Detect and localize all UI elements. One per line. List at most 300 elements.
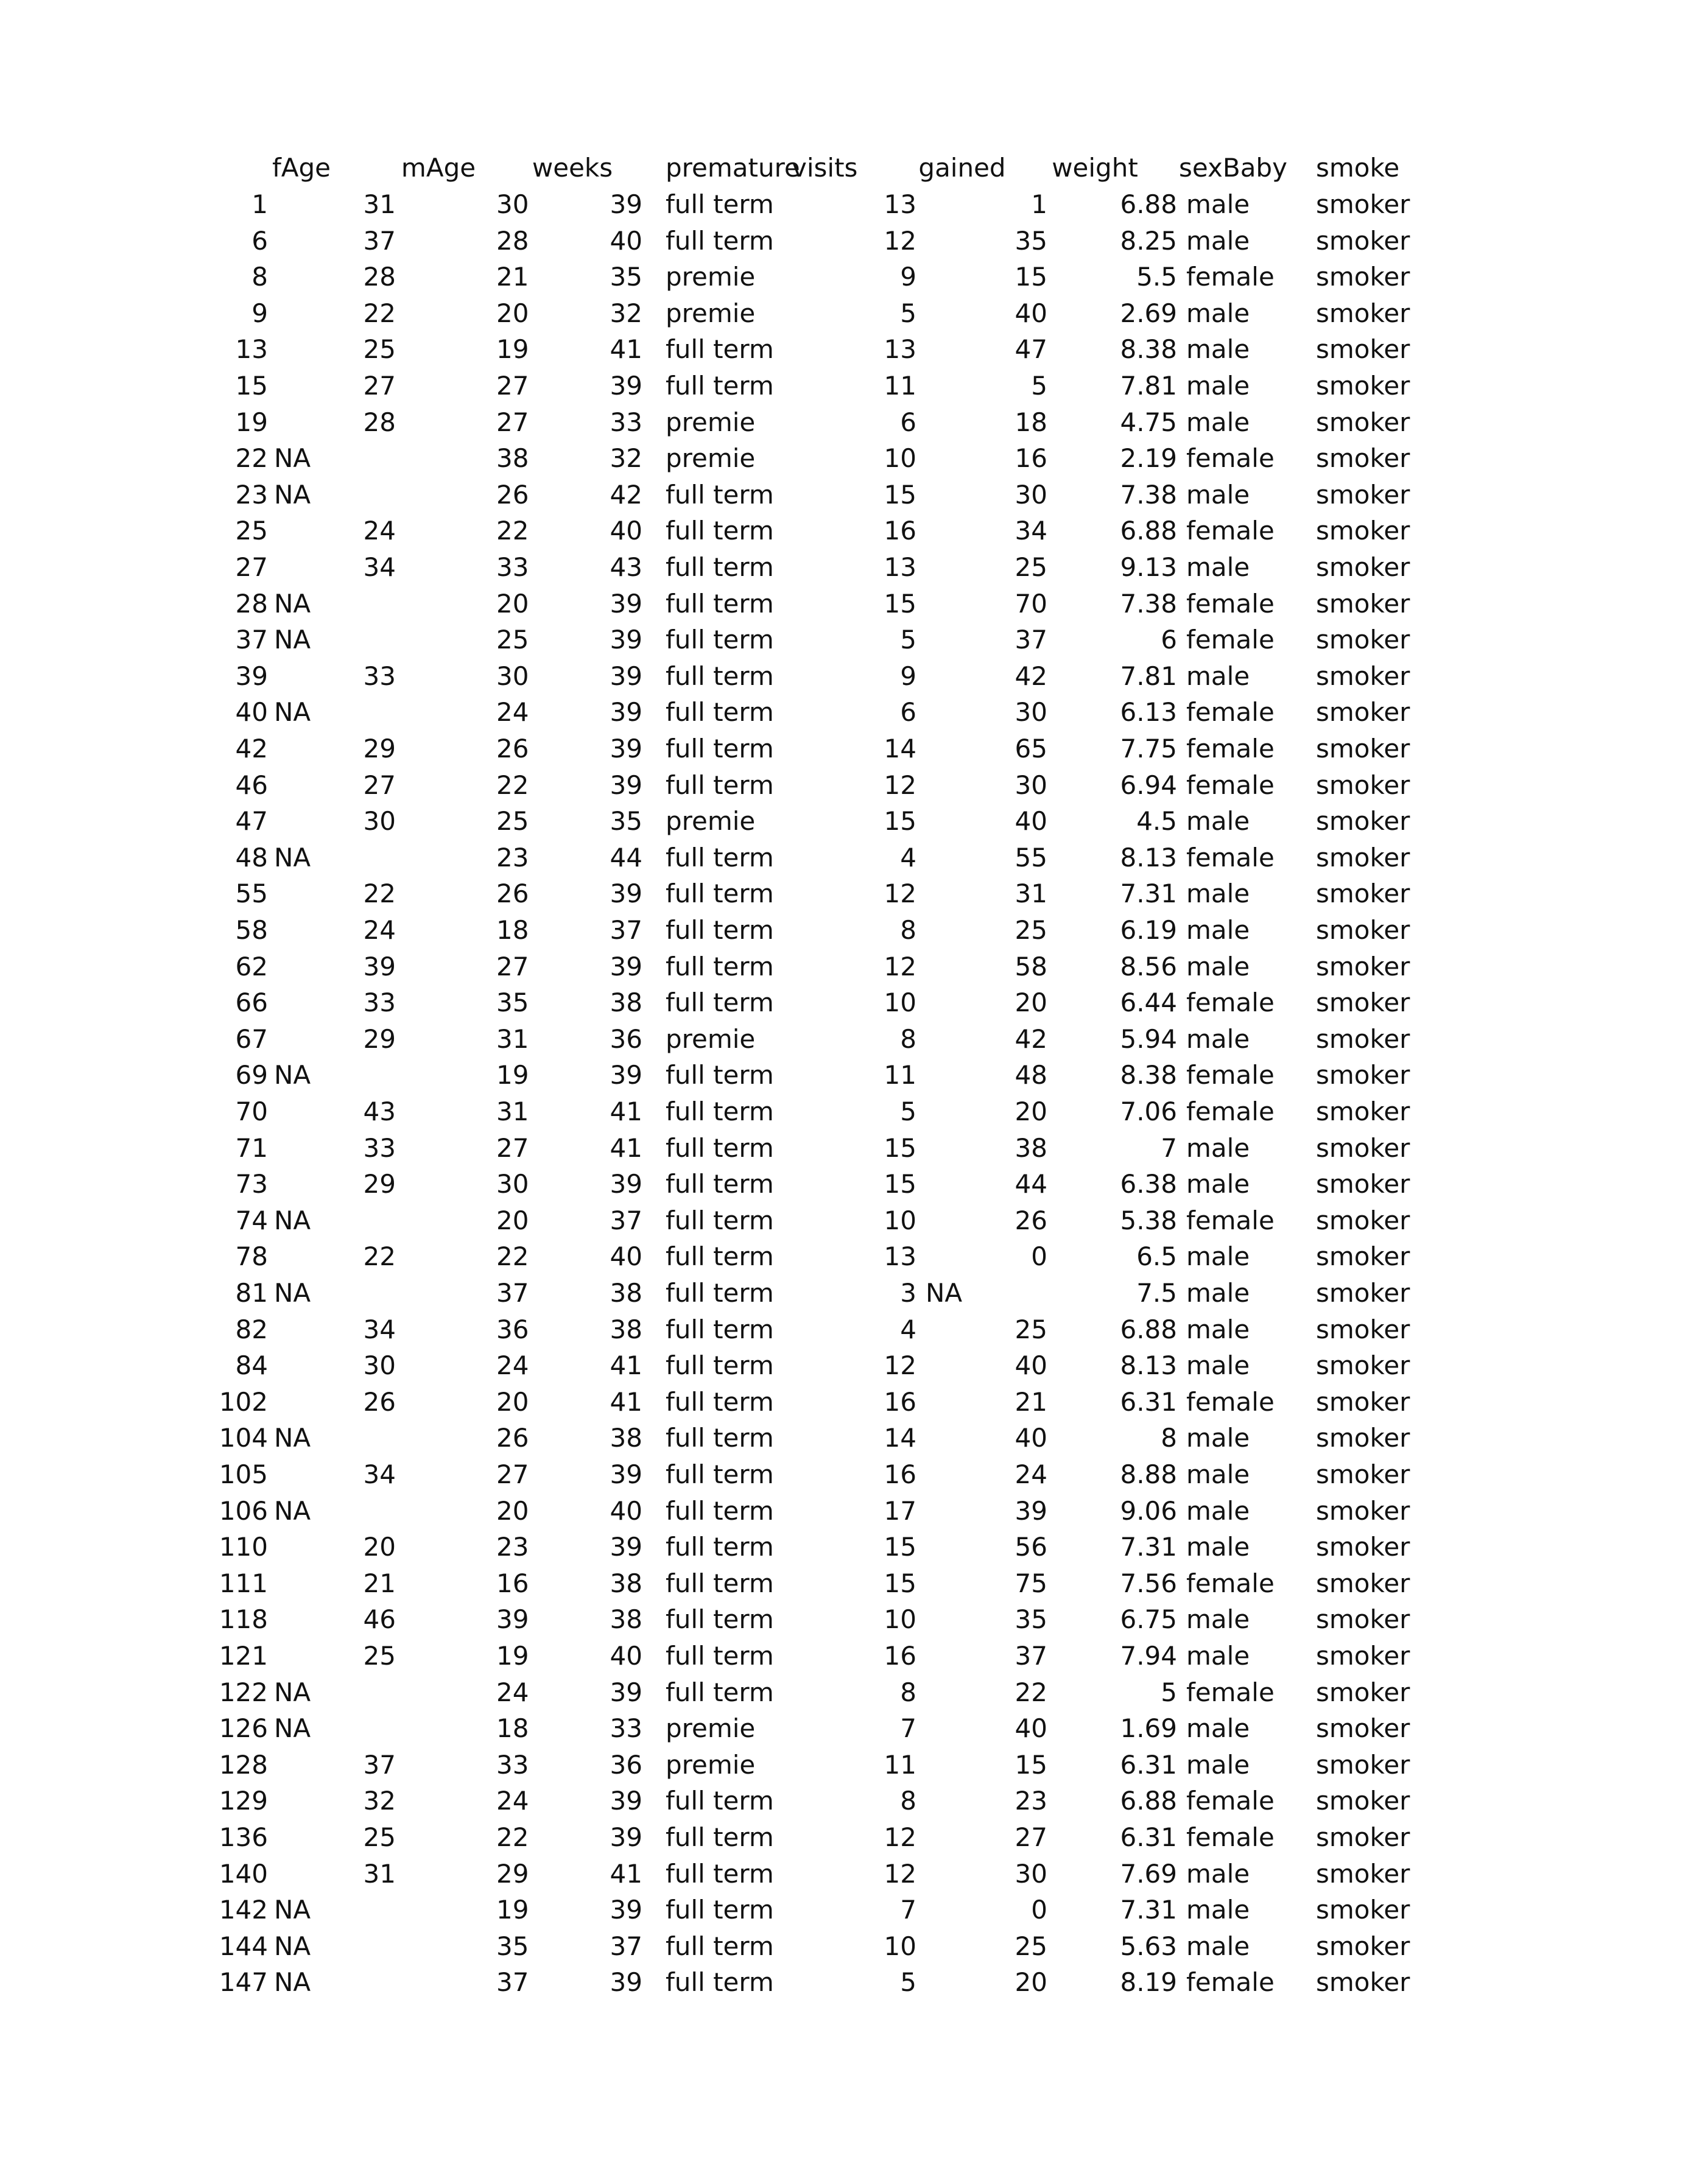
cell-premature: full term xyxy=(666,1604,774,1635)
cell-gained: 27 xyxy=(1015,1822,1047,1852)
table-row xyxy=(0,840,1688,876)
cell-smoke: smoker xyxy=(1316,734,1410,764)
table-row xyxy=(0,876,1688,912)
cell-weeks: 39 xyxy=(610,1532,642,1562)
cell-gained: 40 xyxy=(1015,806,1047,837)
cell-row-number: 9 xyxy=(251,298,268,328)
cell-sexBaby: male xyxy=(1186,1024,1250,1054)
table-row xyxy=(0,1021,1688,1058)
cell-row-number: 37 xyxy=(235,625,268,655)
cell-weeks: 41 xyxy=(610,334,642,365)
cell-premature: full term xyxy=(666,1423,774,1453)
cell-visits: 7 xyxy=(900,1895,916,1925)
header-fAge: fAge xyxy=(272,153,331,183)
cell-fAge: 29 xyxy=(363,1169,396,1199)
cell-weeks: 39 xyxy=(610,879,642,909)
cell-premature: full term xyxy=(666,334,774,365)
cell-weight: 6.88 xyxy=(1120,1314,1177,1344)
cell-fAge: NA xyxy=(274,1060,311,1090)
cell-weeks: 40 xyxy=(610,516,642,546)
cell-sexBaby: male xyxy=(1186,1459,1250,1489)
cell-gained: 70 xyxy=(1015,588,1047,619)
cell-weeks: 39 xyxy=(610,371,642,401)
cell-weeks: 43 xyxy=(610,552,642,582)
cell-fAge: 28 xyxy=(363,262,396,292)
cell-weeks: 39 xyxy=(610,734,642,764)
cell-mAge: 37 xyxy=(496,1278,529,1308)
cell-gained: 30 xyxy=(1015,770,1047,800)
cell-row-number: 118 xyxy=(219,1604,268,1635)
cell-visits: 12 xyxy=(884,951,916,981)
cell-weight: 1.69 xyxy=(1120,1713,1177,1744)
cell-smoke: smoker xyxy=(1316,298,1410,328)
cell-weeks: 40 xyxy=(610,1241,642,1272)
cell-sexBaby: female xyxy=(1186,1967,1275,1998)
cell-weeks: 37 xyxy=(610,1931,642,1961)
cell-weeks: 39 xyxy=(610,189,642,219)
cell-smoke: smoker xyxy=(1316,1314,1410,1344)
cell-weight: 5.38 xyxy=(1120,1205,1177,1235)
cell-visits: 13 xyxy=(884,1241,916,1272)
cell-visits: 11 xyxy=(884,1060,916,1090)
cell-weight: 9.13 xyxy=(1120,552,1177,582)
cell-mAge: 25 xyxy=(496,625,529,655)
cell-sexBaby: male xyxy=(1186,334,1250,365)
cell-visits: 12 xyxy=(884,879,916,909)
cell-weight: 5 xyxy=(1161,1677,1177,1707)
cell-gained: 21 xyxy=(1015,1386,1047,1417)
cell-row-number: 82 xyxy=(235,1314,268,1344)
cell-row-number: 73 xyxy=(235,1169,268,1199)
header-weight: weight xyxy=(1052,153,1138,183)
cell-sexBaby: male xyxy=(1186,661,1250,691)
cell-row-number: 111 xyxy=(219,1568,268,1598)
cell-premature: full term xyxy=(666,1278,774,1308)
cell-gained: 20 xyxy=(1015,1097,1047,1126)
cell-fAge: 22 xyxy=(363,879,396,909)
cell-premature: full term xyxy=(666,625,774,655)
cell-gained: 30 xyxy=(1015,1858,1047,1889)
table-row xyxy=(0,949,1688,985)
cell-row-number: 122 xyxy=(219,1677,268,1707)
table-row xyxy=(0,658,1688,695)
cell-mAge: 25 xyxy=(496,806,529,837)
cell-gained: 15 xyxy=(1015,1749,1047,1780)
cell-smoke: smoker xyxy=(1316,1931,1410,1961)
cell-sexBaby: female xyxy=(1186,734,1275,764)
cell-gained: 37 xyxy=(1015,1641,1047,1671)
table-row xyxy=(0,1964,1688,2001)
cell-smoke: smoker xyxy=(1316,371,1410,401)
cell-fAge: 34 xyxy=(363,552,396,582)
cell-weeks: 39 xyxy=(610,1060,642,1090)
cell-weight: 7.31 xyxy=(1120,1895,1177,1925)
cell-sexBaby: female xyxy=(1186,1205,1275,1235)
cell-row-number: 67 xyxy=(235,1024,268,1054)
table-row xyxy=(0,1057,1688,1094)
cell-mAge: 20 xyxy=(496,298,529,328)
cell-row-number: 106 xyxy=(219,1495,268,1526)
cell-fAge: NA xyxy=(274,625,311,655)
cell-visits: 10 xyxy=(884,443,916,474)
cell-gained: 18 xyxy=(1015,407,1047,437)
cell-visits: 11 xyxy=(884,371,916,401)
cell-premature: premie xyxy=(666,298,756,328)
cell-mAge: 36 xyxy=(496,1314,529,1344)
cell-fAge: 32 xyxy=(363,1786,396,1816)
cell-gained: 37 xyxy=(1015,625,1047,655)
cell-weight: 6.5 xyxy=(1136,1241,1177,1272)
cell-gained: 56 xyxy=(1015,1532,1047,1562)
cell-row-number: 129 xyxy=(219,1786,268,1816)
cell-mAge: 30 xyxy=(496,1169,529,1199)
cell-weeks: 41 xyxy=(610,1386,642,1417)
cell-mAge: 26 xyxy=(496,879,529,909)
cell-row-number: 78 xyxy=(235,1241,268,1272)
cell-visits: 4 xyxy=(900,1314,916,1344)
cell-mAge: 24 xyxy=(496,1786,529,1816)
cell-premature: full term xyxy=(666,516,774,546)
cell-smoke: smoker xyxy=(1316,770,1410,800)
cell-row-number: 28 xyxy=(235,588,268,619)
cell-weeks: 44 xyxy=(610,842,642,873)
cell-sexBaby: female xyxy=(1186,516,1275,546)
cell-weight: 6.88 xyxy=(1120,1786,1177,1816)
table-row xyxy=(0,1819,1688,1856)
cell-sexBaby: male xyxy=(1186,1423,1250,1453)
cell-gained: 44 xyxy=(1015,1169,1047,1199)
cell-visits: 6 xyxy=(900,697,916,728)
cell-gained: 24 xyxy=(1015,1459,1047,1489)
cell-mAge: 27 xyxy=(496,1459,529,1489)
cell-visits: 15 xyxy=(884,1132,916,1163)
cell-gained: 26 xyxy=(1015,1205,1047,1235)
cell-smoke: smoker xyxy=(1316,1241,1410,1272)
cell-weeks: 37 xyxy=(610,1205,642,1235)
cell-smoke: smoker xyxy=(1316,625,1410,655)
cell-fAge: NA xyxy=(274,1931,311,1961)
cell-mAge: 27 xyxy=(496,407,529,437)
table-row xyxy=(0,1529,1688,1565)
cell-gained: 75 xyxy=(1015,1568,1047,1598)
cell-visits: 10 xyxy=(884,1205,916,1235)
cell-smoke: smoker xyxy=(1316,1677,1410,1707)
table-row xyxy=(0,1130,1688,1167)
cell-weeks: 32 xyxy=(610,298,642,328)
cell-visits: 15 xyxy=(884,1568,916,1598)
cell-fAge: 33 xyxy=(363,1132,396,1163)
header-gained: gained xyxy=(918,153,1006,183)
cell-weeks: 37 xyxy=(610,915,642,945)
table-row xyxy=(0,1493,1688,1529)
cell-gained: 40 xyxy=(1015,1350,1047,1381)
table-row xyxy=(0,767,1688,804)
cell-gained: 5 xyxy=(1031,371,1047,401)
table-row xyxy=(0,1384,1688,1420)
cell-smoke: smoker xyxy=(1316,1097,1410,1126)
table-row xyxy=(0,1856,1688,1892)
cell-weight: 8.13 xyxy=(1120,1350,1177,1381)
cell-row-number: 25 xyxy=(235,516,268,546)
cell-row-number: 48 xyxy=(235,842,268,873)
cell-premature: full term xyxy=(666,1205,774,1235)
table-row xyxy=(0,694,1688,731)
cell-mAge: 37 xyxy=(496,1967,529,1998)
cell-weeks: 39 xyxy=(610,1459,642,1489)
cell-fAge: NA xyxy=(274,1713,311,1744)
cell-mAge: 27 xyxy=(496,1132,529,1163)
cell-sexBaby: male xyxy=(1186,407,1250,437)
cell-visits: 5 xyxy=(900,625,916,655)
cell-premature: full term xyxy=(666,1060,774,1090)
cell-visits: 10 xyxy=(884,988,916,1018)
cell-weeks: 40 xyxy=(610,225,642,256)
table-row xyxy=(0,1238,1688,1275)
cell-weight: 7.69 xyxy=(1120,1858,1177,1889)
cell-premature: full term xyxy=(666,588,774,619)
cell-mAge: 29 xyxy=(496,1858,529,1889)
cell-fAge: 31 xyxy=(363,1858,396,1889)
cell-smoke: smoker xyxy=(1316,1495,1410,1526)
cell-row-number: 6 xyxy=(251,225,268,256)
cell-premature: full term xyxy=(666,1132,774,1163)
table-row xyxy=(0,1638,1688,1674)
cell-premature: full term xyxy=(666,479,774,510)
cell-premature: full term xyxy=(666,1241,774,1272)
cell-mAge: 23 xyxy=(496,1532,529,1562)
cell-weeks: 41 xyxy=(610,1350,642,1381)
cell-weight: 9.06 xyxy=(1120,1495,1177,1526)
cell-row-number: 27 xyxy=(235,552,268,582)
cell-weeks: 41 xyxy=(610,1858,642,1889)
cell-sexBaby: female xyxy=(1186,697,1275,728)
cell-premature: full term xyxy=(666,225,774,256)
cell-premature: full term xyxy=(666,1677,774,1707)
cell-weight: 5.63 xyxy=(1120,1931,1177,1961)
cell-fAge: 26 xyxy=(363,1386,396,1417)
cell-gained: 0 xyxy=(1031,1241,1047,1272)
cell-weight: 8.38 xyxy=(1120,1060,1177,1090)
cell-visits: 5 xyxy=(900,1097,916,1126)
cell-fAge: 25 xyxy=(363,1822,396,1852)
cell-premature: full term xyxy=(666,1532,774,1562)
cell-weeks: 41 xyxy=(610,1097,642,1126)
cell-fAge: NA xyxy=(274,443,311,474)
cell-sexBaby: female xyxy=(1186,1097,1275,1126)
cell-row-number: 102 xyxy=(219,1386,268,1417)
cell-gained: 16 xyxy=(1015,443,1047,474)
cell-smoke: smoker xyxy=(1316,1967,1410,1998)
table-row xyxy=(0,1565,1688,1602)
cell-sexBaby: female xyxy=(1186,1677,1275,1707)
cell-row-number: 81 xyxy=(235,1278,268,1308)
cell-smoke: smoker xyxy=(1316,1423,1410,1453)
cell-sexBaby: male xyxy=(1186,1713,1250,1744)
cell-mAge: 21 xyxy=(496,262,529,292)
cell-sexBaby: male xyxy=(1186,1169,1250,1199)
cell-fAge: 27 xyxy=(363,770,396,800)
cell-premature: full term xyxy=(666,1786,774,1816)
cell-weight: 7.31 xyxy=(1120,879,1177,909)
header-weeks: weeks xyxy=(532,153,613,183)
cell-visits: 13 xyxy=(884,552,916,582)
cell-weight: 8.56 xyxy=(1120,951,1177,981)
cell-gained: 35 xyxy=(1015,225,1047,256)
cell-premature: full term xyxy=(666,842,774,873)
table-row xyxy=(0,1275,1688,1311)
cell-weeks: 38 xyxy=(610,1423,642,1453)
table-row xyxy=(0,1674,1688,1711)
header-premature: premature xyxy=(666,153,800,183)
cell-fAge: NA xyxy=(274,479,311,510)
cell-weight: 7.5 xyxy=(1136,1278,1177,1308)
cell-smoke: smoker xyxy=(1316,1386,1410,1417)
cell-weight: 8.19 xyxy=(1120,1967,1177,1998)
cell-sexBaby: male xyxy=(1186,298,1250,328)
cell-smoke: smoker xyxy=(1316,988,1410,1018)
cell-visits: 14 xyxy=(884,734,916,764)
table-row xyxy=(0,1094,1688,1130)
cell-row-number: 42 xyxy=(235,734,268,764)
cell-premature: full term xyxy=(666,770,774,800)
cell-premature: premie xyxy=(666,1713,756,1744)
cell-weeks: 39 xyxy=(610,697,642,728)
table-row xyxy=(0,1928,1688,1965)
cell-smoke: smoker xyxy=(1316,479,1410,510)
cell-visits: 12 xyxy=(884,770,916,800)
cell-weeks: 35 xyxy=(610,806,642,837)
cell-weight: 7 xyxy=(1161,1132,1177,1163)
cell-sexBaby: male xyxy=(1186,951,1250,981)
cell-weeks: 32 xyxy=(610,443,642,474)
cell-smoke: smoker xyxy=(1316,225,1410,256)
cell-weeks: 40 xyxy=(610,1495,642,1526)
cell-mAge: 18 xyxy=(496,1713,529,1744)
table-row xyxy=(0,1892,1688,1928)
cell-sexBaby: male xyxy=(1186,1314,1250,1344)
cell-premature: full term xyxy=(666,1568,774,1598)
cell-premature: premie xyxy=(666,443,756,474)
cell-premature: full term xyxy=(666,1459,774,1489)
cell-smoke: smoker xyxy=(1316,516,1410,546)
cell-weight: 7.38 xyxy=(1120,588,1177,619)
cell-premature: full term xyxy=(666,915,774,945)
cell-premature: full term xyxy=(666,189,774,219)
cell-gained: NA xyxy=(926,1278,963,1308)
cell-sexBaby: male xyxy=(1186,915,1250,945)
cell-visits: 7 xyxy=(900,1713,916,1744)
cell-row-number: 62 xyxy=(235,951,268,981)
cell-sexBaby: female xyxy=(1186,1822,1275,1852)
cell-fAge: 28 xyxy=(363,407,396,437)
cell-mAge: 39 xyxy=(496,1604,529,1635)
cell-smoke: smoker xyxy=(1316,1713,1410,1744)
cell-mAge: 26 xyxy=(496,479,529,510)
cell-weeks: 38 xyxy=(610,1568,642,1598)
cell-fAge: NA xyxy=(274,697,311,728)
table-row xyxy=(0,513,1688,549)
cell-sexBaby: male xyxy=(1186,552,1250,582)
table-row xyxy=(0,1311,1688,1348)
cell-mAge: 18 xyxy=(496,915,529,945)
cell-weeks: 33 xyxy=(610,1713,642,1744)
cell-sexBaby: male xyxy=(1186,1532,1250,1562)
cell-weeks: 35 xyxy=(610,262,642,292)
table-row xyxy=(0,731,1688,767)
cell-row-number: 66 xyxy=(235,988,268,1018)
cell-mAge: 27 xyxy=(496,371,529,401)
cell-gained: 40 xyxy=(1015,298,1047,328)
cell-sexBaby: male xyxy=(1186,1132,1250,1163)
cell-smoke: smoker xyxy=(1316,697,1410,728)
cell-sexBaby: male xyxy=(1186,1241,1250,1272)
cell-smoke: smoker xyxy=(1316,262,1410,292)
cell-premature: full term xyxy=(666,1314,774,1344)
cell-fAge: 37 xyxy=(363,225,396,256)
cell-gained: 42 xyxy=(1015,661,1047,691)
cell-gained: 25 xyxy=(1015,1931,1047,1961)
cell-weeks: 39 xyxy=(610,951,642,981)
cell-visits: 13 xyxy=(884,189,916,219)
cell-weight: 6.75 xyxy=(1120,1604,1177,1635)
header-sexBaby: sexBaby xyxy=(1179,153,1287,183)
table-row xyxy=(0,331,1688,368)
table-row xyxy=(0,549,1688,586)
cell-row-number: 40 xyxy=(235,697,268,728)
table-row xyxy=(0,477,1688,513)
cell-sexBaby: male xyxy=(1186,1495,1250,1526)
cell-sexBaby: female xyxy=(1186,625,1275,655)
cell-gained: 22 xyxy=(1015,1677,1047,1707)
cell-row-number: 110 xyxy=(219,1532,268,1562)
cell-weight: 6.31 xyxy=(1120,1822,1177,1852)
cell-row-number: 55 xyxy=(235,879,268,909)
cell-mAge: 19 xyxy=(496,334,529,365)
cell-fAge: 29 xyxy=(363,734,396,764)
table-row xyxy=(0,1747,1688,1783)
cell-premature: premie xyxy=(666,1749,756,1780)
cell-weight: 8.13 xyxy=(1120,842,1177,873)
table-row xyxy=(0,368,1688,404)
cell-mAge: 20 xyxy=(496,1205,529,1235)
header-mAge: mAge xyxy=(401,153,476,183)
cell-sexBaby: male xyxy=(1186,189,1250,219)
cell-smoke: smoker xyxy=(1316,951,1410,981)
cell-visits: 14 xyxy=(884,1423,916,1453)
cell-premature: premie xyxy=(666,262,756,292)
cell-sexBaby: male xyxy=(1186,1604,1250,1635)
cell-mAge: 24 xyxy=(496,697,529,728)
cell-mAge: 35 xyxy=(496,1931,529,1961)
table-row xyxy=(0,404,1688,441)
cell-sexBaby: female xyxy=(1186,1060,1275,1090)
cell-row-number: 74 xyxy=(235,1205,268,1235)
table-row xyxy=(0,912,1688,949)
cell-weight: 7.38 xyxy=(1120,479,1177,510)
cell-visits: 12 xyxy=(884,225,916,256)
cell-mAge: 19 xyxy=(496,1895,529,1925)
cell-visits: 9 xyxy=(900,262,916,292)
cell-mAge: 26 xyxy=(496,1423,529,1453)
cell-weight: 7.81 xyxy=(1120,661,1177,691)
cell-sexBaby: male xyxy=(1186,371,1250,401)
cell-fAge: NA xyxy=(274,1423,311,1453)
cell-weight: 6.44 xyxy=(1120,988,1177,1018)
cell-mAge: 27 xyxy=(496,951,529,981)
cell-fAge: 27 xyxy=(363,371,396,401)
cell-mAge: 30 xyxy=(496,189,529,219)
cell-visits: 6 xyxy=(900,407,916,437)
